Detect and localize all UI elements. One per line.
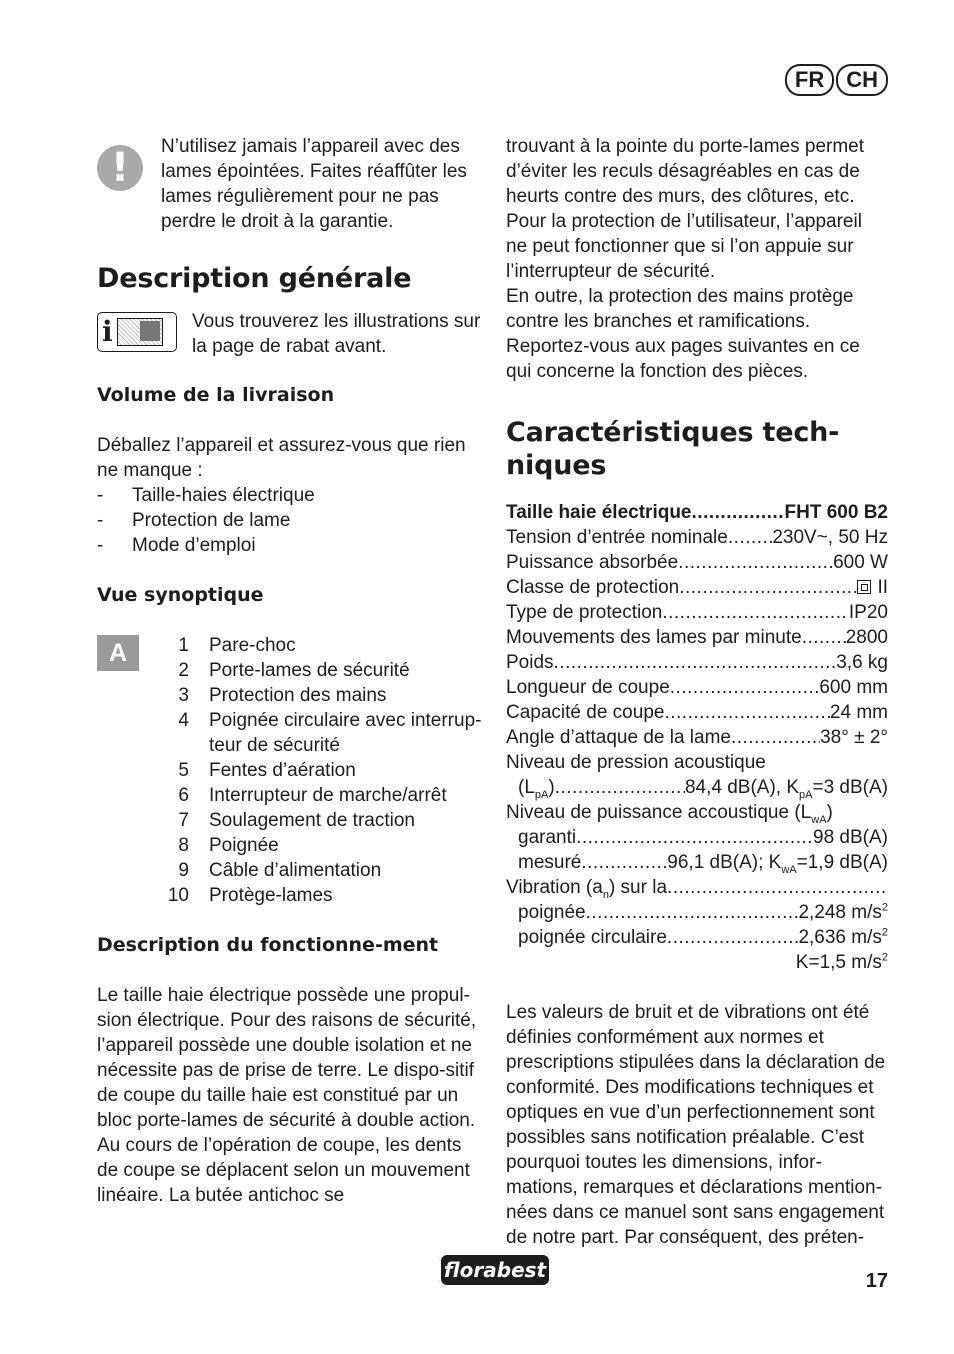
bruit-text: Les valeurs de bruit et de vibrations ont été définies conformément aux normes et prescriptions stipulées dans la déclaration de conformité. Des modifications techniques et optiques en vue d’un perfectionnement sont possibles sans notification préalable. C’est pourquoi toutes les dimensions, infor-mations, remarques et déclarations mention-nées dans ce manuel sont sans engagement de notre part. Par conséquent, des préten- bbox=[506, 1002, 886, 1248]
parts-list bbox=[139, 633, 489, 908]
spec-row bbox=[506, 600, 888, 625]
spec-value: 3,6 kg bbox=[836, 652, 888, 673]
part-item bbox=[139, 708, 489, 758]
part-label: Poignée bbox=[209, 835, 279, 856]
spec-value: 24 mm bbox=[829, 702, 888, 723]
spec-label: Type de protection bbox=[506, 602, 663, 623]
spec-value: 600 mm bbox=[819, 677, 888, 698]
spec-label: Mouvements des lames par minute bbox=[506, 627, 802, 648]
spec-row-lpa: $(L_{pA})$ ..... 84,4 dB(A), $K_{pA}=3$ dB(A) bbox=[506, 775, 888, 800]
part-number: 5 bbox=[178, 760, 189, 781]
info-text: Vous trouverez les illustrations sur la page de rabat avant. bbox=[192, 311, 481, 357]
part-item bbox=[139, 633, 489, 658]
spec-value: IP20 bbox=[848, 602, 888, 623]
fonctionnement-text-pieces: Reportez-vous aux pages suivantes en ce qui concerne la fonction des pièces. bbox=[506, 336, 860, 382]
part-number: 1 bbox=[178, 635, 189, 656]
part-number: 9 bbox=[178, 860, 189, 881]
spec-value: II bbox=[857, 575, 888, 600]
spec-row-poignee: poignée ..... 2,248 $m/s^2$ bbox=[506, 900, 888, 925]
spec-row-vibration: Vibration $(a_n)$ sur la ..... bbox=[506, 875, 888, 900]
fonctionnement-text: Le taille haie électrique possède une propul-sion électrique. Pour des raisons de sécurité, l’appareil possède une double isolation et ne nécessite pas de prise de terre. Le dispo-sitif de coupe du taille haie est constitué par un bloc porte-lames de sécurité à double action. Au cours de l’opération de coupe, les dents de coupe se déplacent selon un mouvement linéaire. La butée antichoc se bbox=[97, 985, 477, 1206]
part-label: Câble d’alimentation bbox=[209, 860, 382, 881]
spec-row bbox=[506, 650, 888, 675]
spec-row bbox=[506, 700, 888, 725]
florabest-logo: florabest bbox=[439, 1253, 551, 1287]
spec-label: Tension d’entrée nominale bbox=[506, 527, 728, 548]
spec-label: Poids bbox=[506, 652, 554, 673]
section-title-fonctionnement: Description du fonctionne-ment bbox=[97, 934, 439, 956]
part-label: Pare-choc bbox=[209, 635, 296, 656]
fonctionnement-text-mains: En outre, la protection des mains protège contre les branches et ramifications. bbox=[506, 286, 854, 332]
part-label: Fentes d’aération bbox=[209, 760, 356, 781]
warning-text: N’utilisez jamais l’appareil avec des lames épointées. Faites réaffûter les lames régulièrement pour ne pas perdre le droit à la garantie. bbox=[161, 136, 467, 232]
part-label: Porte-lames de sécurité bbox=[209, 660, 410, 681]
spec-label: Longueur de coupe bbox=[506, 677, 670, 698]
spec-row-k: K=1,5 $m/s^2$ bbox=[795, 951, 888, 973]
part-item bbox=[139, 858, 489, 883]
section-title-synoptique: Vue synoptique bbox=[97, 584, 264, 606]
list-item: - Taille-haies électrique bbox=[97, 483, 482, 508]
livraison-list bbox=[97, 483, 482, 558]
part-label: Interrupteur de marche/arrêt bbox=[209, 785, 447, 806]
spec-row bbox=[506, 525, 888, 550]
section-title-livraison: Volume de la livraison bbox=[97, 384, 335, 406]
spec-row bbox=[506, 550, 888, 575]
synoptique-block bbox=[97, 633, 482, 908]
spec-row bbox=[506, 575, 888, 600]
part-number: 4 bbox=[178, 710, 189, 731]
part-item bbox=[139, 758, 489, 783]
spec-row bbox=[506, 725, 888, 750]
spec-value: FHT 600 B2 bbox=[784, 502, 888, 523]
lang-ch-badge: CH bbox=[836, 64, 888, 96]
part-item bbox=[139, 683, 489, 708]
spec-row-model bbox=[506, 500, 888, 525]
spec-value: 2800 bbox=[845, 627, 888, 648]
language-badges bbox=[785, 64, 888, 96]
part-number: 6 bbox=[178, 785, 189, 806]
spec-row bbox=[506, 625, 888, 650]
list-item: - Mode d’emploi bbox=[97, 533, 482, 558]
spec-label: Angle d’attaque de la lame bbox=[506, 727, 731, 748]
spec-value: 230V~, 50 Hz bbox=[772, 527, 888, 548]
info-block bbox=[97, 309, 482, 359]
spec-table bbox=[506, 500, 888, 975]
part-number: 10 bbox=[167, 885, 189, 906]
part-item bbox=[139, 783, 489, 808]
part-item bbox=[139, 833, 489, 858]
part-item bbox=[139, 808, 489, 833]
fonctionnement-text-cont: trouvant à la pointe du porte-lames permet d’éviter les reculs désagréables en cas de heurts contre des murs, des clôtures, etc. Pour la protection de l’utilisateur, l’appareil ne peut fonctionner que si l’on appuie sur l’interrupteur de sécurité. bbox=[506, 136, 865, 282]
page-number: 17 bbox=[865, 1270, 888, 1292]
part-item bbox=[139, 658, 489, 683]
spec-row bbox=[506, 675, 888, 700]
part-number: 8 bbox=[178, 835, 189, 856]
part-number: 2 bbox=[178, 660, 189, 681]
spec-row-puissance: Niveau de puissance accoustique $(L_{wA})$ bbox=[506, 802, 833, 826]
exclamation-icon: ! bbox=[97, 145, 143, 191]
part-number: 3 bbox=[178, 685, 189, 706]
spec-label: Classe de protection bbox=[506, 577, 680, 598]
spec-value: 38° ± 2° bbox=[820, 727, 888, 748]
part-label: Poignée circulaire avec interrup-teur de sécurité bbox=[209, 710, 482, 756]
spec-label: Taille haie électrique bbox=[506, 502, 692, 523]
part-item bbox=[139, 883, 489, 908]
spec-row-poignee-circulaire: poignée circulaire ..... 2,636 $m/s^2$ bbox=[506, 925, 888, 950]
figure-a-badge: A bbox=[97, 635, 139, 671]
spec-row-pression: Niveau de pression acoustique bbox=[506, 752, 766, 773]
list-item: - Protection de lame bbox=[97, 508, 482, 533]
right-column bbox=[506, 134, 888, 1250]
part-label: Soulagement de traction bbox=[209, 810, 415, 831]
section-title-description: Description générale bbox=[97, 263, 412, 294]
spec-label: Puissance absorbée bbox=[506, 552, 679, 573]
spec-label: Capacité de coupe bbox=[506, 702, 665, 723]
livraison-intro: Déballez l’appareil et assurez-vous que rien ne manque : bbox=[97, 435, 466, 481]
double-insulation-icon bbox=[857, 580, 871, 594]
lang-fr-badge: FR bbox=[785, 64, 834, 96]
part-label: Protection des mains bbox=[209, 685, 387, 706]
spec-row-mesure: mesuré ..... 96,1 dB(A); $K_{wA}=1,9$ dB(A) bbox=[506, 850, 888, 875]
left-column bbox=[97, 134, 482, 1208]
section-title-caracteristiques: Caractéristiques tech-niques bbox=[506, 417, 840, 481]
part-label: Protège-lames bbox=[209, 885, 333, 906]
warning-block bbox=[97, 134, 482, 234]
spec-row-garanti: garanti ..... 98 dB(A) bbox=[506, 825, 888, 850]
spec-value: 600 W bbox=[833, 552, 888, 573]
info-book-icon: i bbox=[97, 312, 177, 352]
part-number: 7 bbox=[178, 810, 189, 831]
